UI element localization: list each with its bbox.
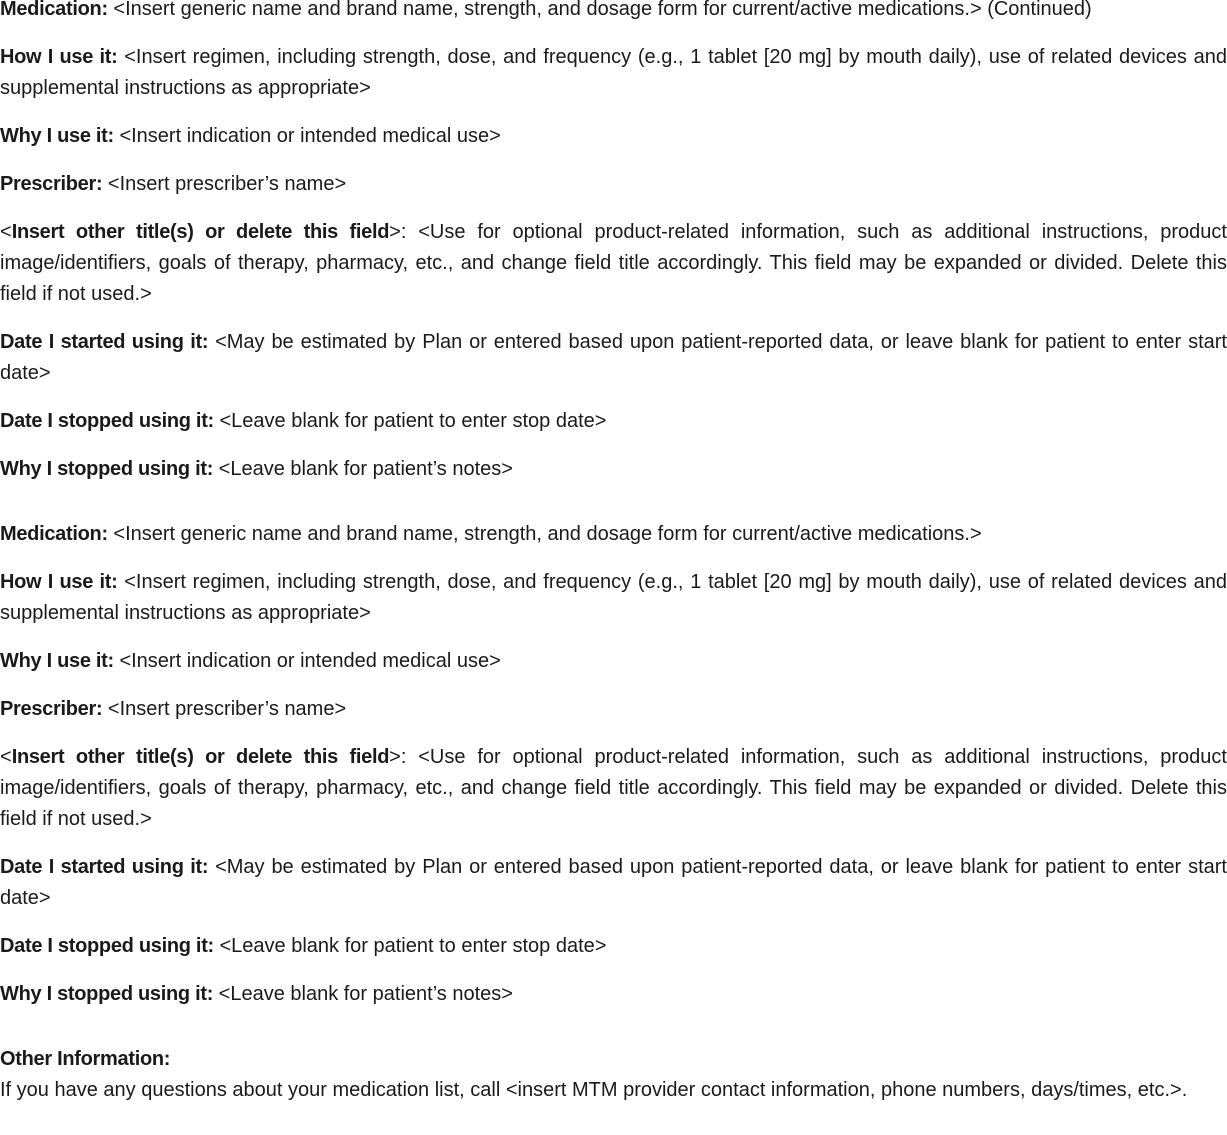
field-value: <May be estimated by Plan or entered based upon patient-reported data, or leave blank for patient to enter start date> <box>0 856 1227 909</box>
prescriber-field <box>0 694 1227 725</box>
why-i-use-field <box>0 646 1227 677</box>
how-i-use-field <box>0 42 1227 104</box>
why-stopped-field <box>0 454 1227 485</box>
field-label: How I use it: <box>0 571 118 593</box>
field-value: <Insert indication or intended medical use> <box>113 125 501 147</box>
why-stopped-field <box>0 979 1227 1010</box>
close-bracket: > <box>389 746 401 768</box>
date-started-field <box>0 852 1227 914</box>
field-label: Date I stopped using it: <box>0 935 214 957</box>
field-label: Date I started using it: <box>0 331 209 353</box>
field-value: <Insert prescriber’s name> <box>102 173 347 195</box>
field-label: Why I use it: <box>0 650 114 672</box>
other-title-field <box>0 217 1227 310</box>
field-label: Why I stopped using it: <box>0 458 214 480</box>
field-label: Why I use it: <box>0 125 114 147</box>
open-bracket: < <box>0 221 12 243</box>
field-value: : <Use for optional product-related information, such as additional instructions, product image/identifiers, goals of therapy, pharmacy, etc., and change field title accordingly. This field may be expanded or divided. Delete this field if not used.> <box>0 746 1227 830</box>
date-stopped-field <box>0 406 1227 437</box>
field-value: <Insert generic name and brand name, strength, and dosage form for current/active medications.> <box>107 523 982 545</box>
medication-field <box>0 0 1227 25</box>
field-label: Medication: <box>0 523 108 545</box>
close-bracket: > <box>389 221 401 243</box>
prescriber-field <box>0 169 1227 200</box>
field-value: <Insert generic name and brand name, strength, and dosage form for current/active medications.> (Continued) <box>107 0 1092 20</box>
field-value: <May be estimated by Plan or entered based upon patient-reported data, or leave blank for patient to enter start date> <box>0 331 1227 384</box>
open-bracket: < <box>0 746 12 768</box>
date-started-field <box>0 327 1227 389</box>
field-value: <Insert regimen, including strength, dose, and frequency (e.g., 1 tablet [20 mg] by mouth daily), use of related devices and supplemental instructions as appropriate> <box>0 46 1227 99</box>
field-label: Insert other title(s) or delete this field <box>11 221 390 243</box>
other-information-title: Other Information: <box>0 1048 171 1070</box>
field-label: How I use it: <box>0 46 118 68</box>
medication-block-1 <box>0 0 1227 485</box>
other-title-field <box>0 742 1227 835</box>
other-information-text: If you have any questions about your medication list, call <insert MTM provider contact information, phone numbers, days/times, etc.>. <box>0 1079 1188 1101</box>
field-label: Why I stopped using it: <box>0 983 214 1005</box>
medication-block-2 <box>0 519 1227 1010</box>
field-value: <Leave blank for patient to enter stop date> <box>213 410 607 432</box>
field-value: : <Use for optional product-related information, such as additional instructions, product image/identifiers, goals of therapy, pharmacy, etc., and change field title accordingly. This field may be expanded or divided. Delete this field if not used.> <box>0 221 1227 305</box>
field-label: Prescriber: <box>0 698 103 720</box>
why-i-use-field <box>0 121 1227 152</box>
field-label: Prescriber: <box>0 173 103 195</box>
field-value: <Leave blank for patient’s notes> <box>213 983 513 1005</box>
field-label: Insert other title(s) or delete this field <box>11 746 390 768</box>
how-i-use-field <box>0 567 1227 629</box>
field-value: <Insert prescriber’s name> <box>102 698 347 720</box>
field-label: Date I stopped using it: <box>0 410 214 432</box>
other-information-section <box>0 1044 1227 1106</box>
field-value: <Insert indication or intended medical use> <box>113 650 501 672</box>
field-value: <Leave blank for patient to enter stop date> <box>213 935 607 957</box>
field-label: Date I started using it: <box>0 856 209 878</box>
field-value: <Insert regimen, including strength, dose, and frequency (e.g., 1 tablet [20 mg] by mouth daily), use of related devices and supplemental instructions as appropriate> <box>0 571 1227 624</box>
medication-field <box>0 519 1227 550</box>
field-label: Medication: <box>0 0 108 20</box>
field-value: <Leave blank for patient’s notes> <box>213 458 513 480</box>
date-stopped-field <box>0 931 1227 962</box>
